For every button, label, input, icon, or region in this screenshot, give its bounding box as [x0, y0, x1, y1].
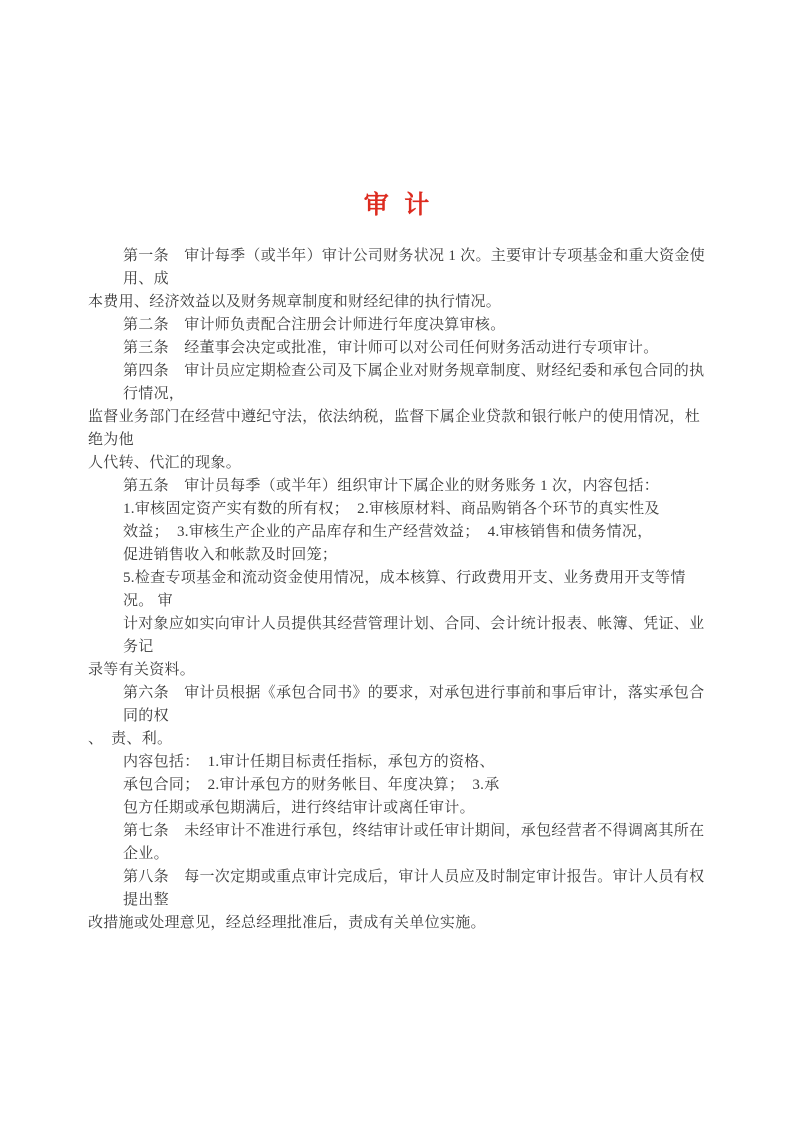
doc-line-article-5-item-3-4: 效益； 3.审核生产企业的产品库存和生产经营效益； 4.审核销售和债务情况，	[123, 524, 653, 540]
doc-line-article-6-item-3-cont: 包方任期或承包期满后，进行终结审计或离任审计。	[123, 800, 475, 816]
doc-line-article-4-cont: 监督业务部门在经营中遵纪守法，依法纳税，监督下属企业贷款和银行帐户的使用情况，杜绝为他	[88, 409, 701, 448]
doc-line-article-6: 第六条 审计员根据《承包合同书》的要求，对承包进行事前和事后审计，落实承包合同的权	[123, 685, 705, 724]
doc-line-article-5-end: 录等有关资料。	[88, 662, 196, 678]
doc-line-article-7: 第七条 未经审计不准进行承包，终结审计或任审计期间，承包经营者不得调离其所在企业。	[123, 823, 705, 862]
doc-line-article-4-end: 人代转、代汇的现象。	[88, 455, 242, 471]
doc-line-article-3: 第三条 经董事会决定或批准，审计师可以对公司任何财务活动进行专项审计。	[123, 340, 659, 356]
doc-line-article-1: 第一条 审计每季（或半年）审计公司财务状况 1 次。主要审计专项基金和重大资金使用、成	[123, 248, 706, 287]
document-body	[88, 245, 714, 935]
doc-line-article-8: 第八条 每一次定期或重点审计完成后，审计人员应及时制定审计报告。审计人员有权提出整	[123, 869, 705, 908]
doc-line-article-5-item-5: 5.检查专项基金和流动资金使用情况，成本核算、行政费用开支、业务费用开支等情况。 审	[123, 570, 686, 609]
doc-line-article-5-item-4-cont: 促进销售收入和帐款及时回笼；	[123, 547, 338, 563]
doc-line-article-4: 第四条 审计员应定期检查公司及下属企业对财务规章制度、财经纪委和承包合同的执行情况，	[123, 363, 705, 402]
doc-line-article-6-cont: 、 责、利。	[88, 731, 173, 747]
document-title: 审 计	[363, 192, 431, 219]
doc-line-article-5-item-1-2: 1.审核固定资产实有数的所有权； 2.审核原材料、商品购销各个环节的真实性及	[123, 501, 660, 517]
doc-line-article-1-cont: 本费用、经济效益以及财务规章制度和财经纪律的执行情况。	[88, 294, 502, 310]
doc-line-article-8-cont: 改措施或处理意见，经总经理批准后，责成有关单位实施。	[88, 915, 486, 931]
doc-line-article-5: 第五条 审计员每季（或半年）组织审计下属企业的财务账务 1 次，内容包括：	[123, 478, 660, 494]
doc-line-article-6-item-2-3: 承包合同； 2.审计承包方的财务帐目、年度决算； 3.承	[123, 777, 500, 793]
doc-line-article-5-cont: 计对象应如实向审计人员提供其经营管理计划、合同、会计统计报表、帐簿、凭证、业务记	[123, 616, 705, 655]
doc-line-article-6-item-1: 内容包括： 1.审计任期目标责任指标，承包方的资格、	[123, 754, 495, 770]
doc-line-article-2: 第二条 审计师负责配合注册会计师进行年度决算审核。	[123, 317, 506, 333]
